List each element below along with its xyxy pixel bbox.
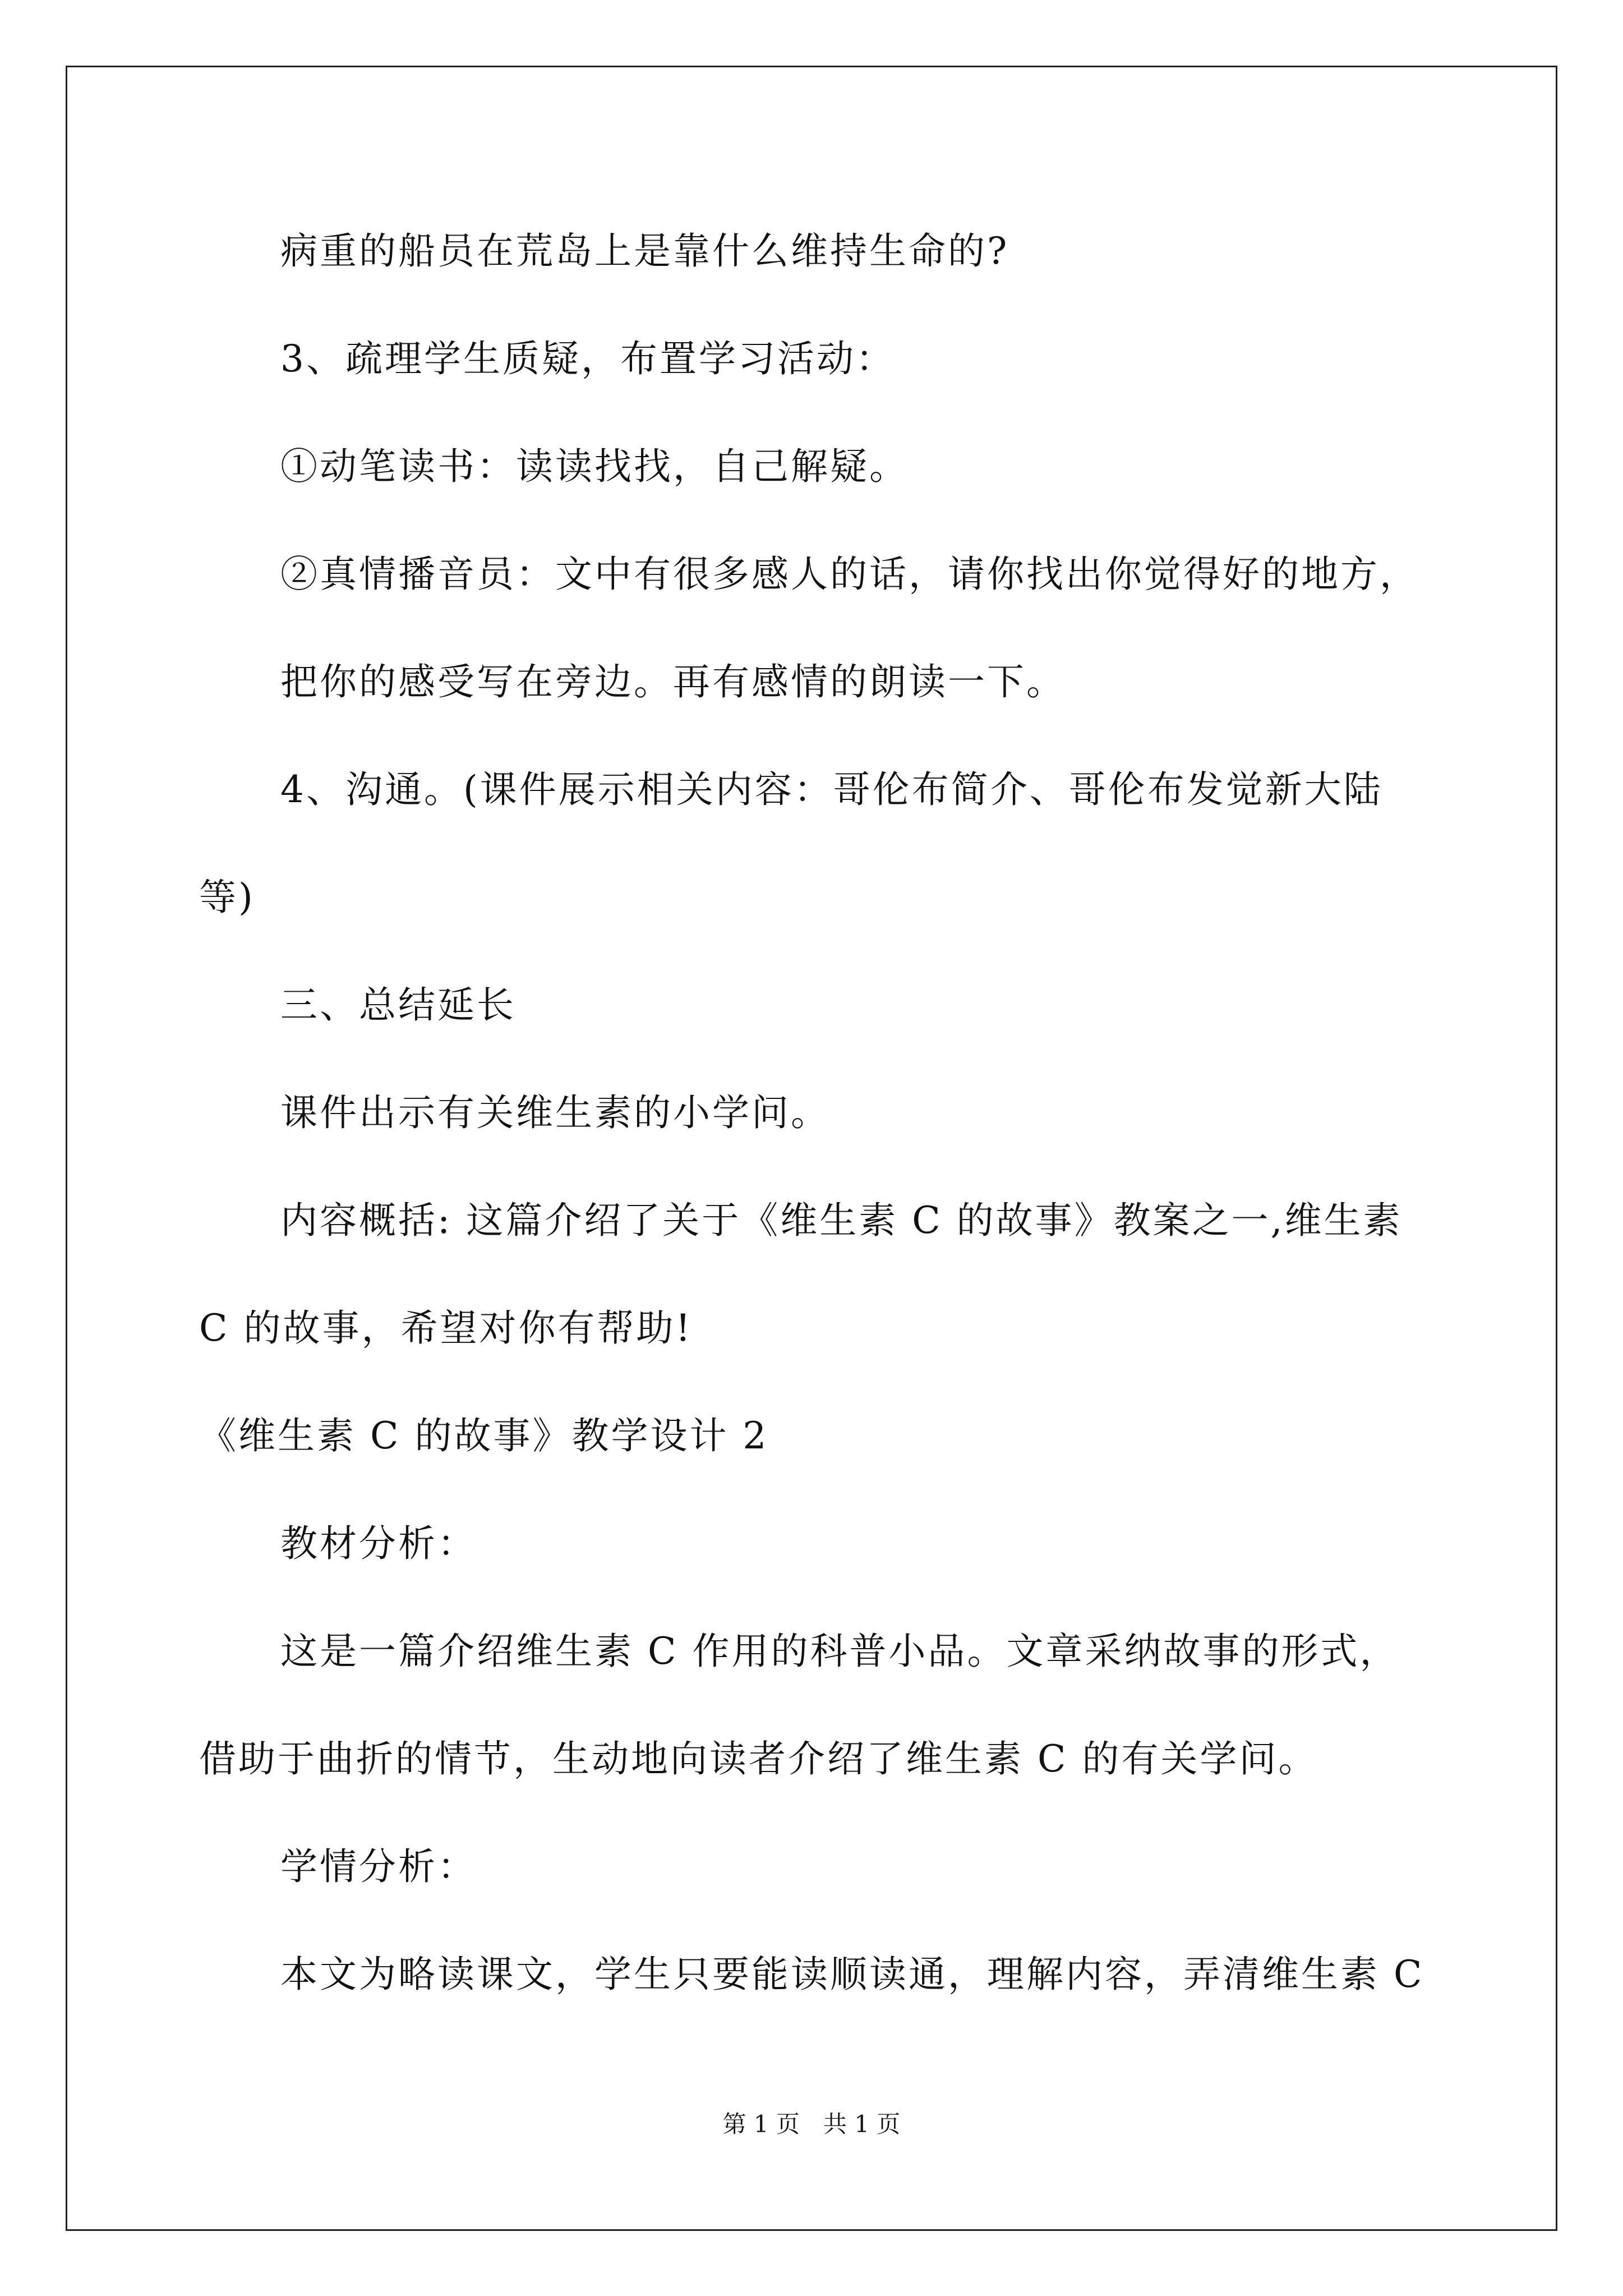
document-title: 《维生素 C 的故事》教学设计 2 — [199, 1414, 769, 1457]
paragraph-line-4: ②真情播音员：文中有很多感人的话，请你找出你觉得好的地方， — [280, 553, 1419, 596]
page-footer: 第 1 页 共 1 页 — [722, 2110, 901, 2138]
page-border — [66, 66, 1557, 2231]
paragraph-line-10: 内容概括: 这篇介绍了关于《维生素 C 的故事》教案之一,维生素 — [280, 1199, 1403, 1242]
paragraph-line-6: 4、沟通。(课件展示相关内容：哥伦布简介、哥伦布发觉新大陆 — [280, 768, 1383, 811]
paragraph-line-15: 借助于曲折的情节，生动地向读者介绍了维生素 C 的有关学问。 — [199, 1737, 1318, 1780]
paragraph-line-7: 等) — [199, 876, 255, 919]
paragraph-line-14: 这是一篇介绍维生素 C 作用的科普小品。文章采纳故事的形式， — [280, 1630, 1399, 1673]
paragraph-line-5: 把你的感受写在旁边。再有感情的朗读一下。 — [280, 660, 1066, 703]
paragraph-line-1: 病重的船员在荒岛上是靠什么维持生命的? — [280, 229, 1009, 273]
paragraph-line-3: ①动笔读书：读读找找，自己解疑。 — [280, 445, 909, 488]
paragraph-line-9: 课件出示有关维生素的小学问。 — [280, 1091, 830, 1134]
subheading-student-analysis: 学情分析： — [280, 1845, 477, 1888]
subheading-material-analysis: 教材分析： — [280, 1522, 477, 1565]
paragraph-line-2: 3、疏理学生质疑，布置学习活动： — [280, 337, 895, 380]
paragraph-line-17: 本文为略读课文，学生只要能读顺读通，理解内容，弄清维生素 C — [280, 1953, 1424, 1996]
paragraph-line-11: C 的故事，希望对你有帮助! — [199, 1306, 693, 1350]
section-heading: 三、总结延长 — [280, 983, 516, 1027]
